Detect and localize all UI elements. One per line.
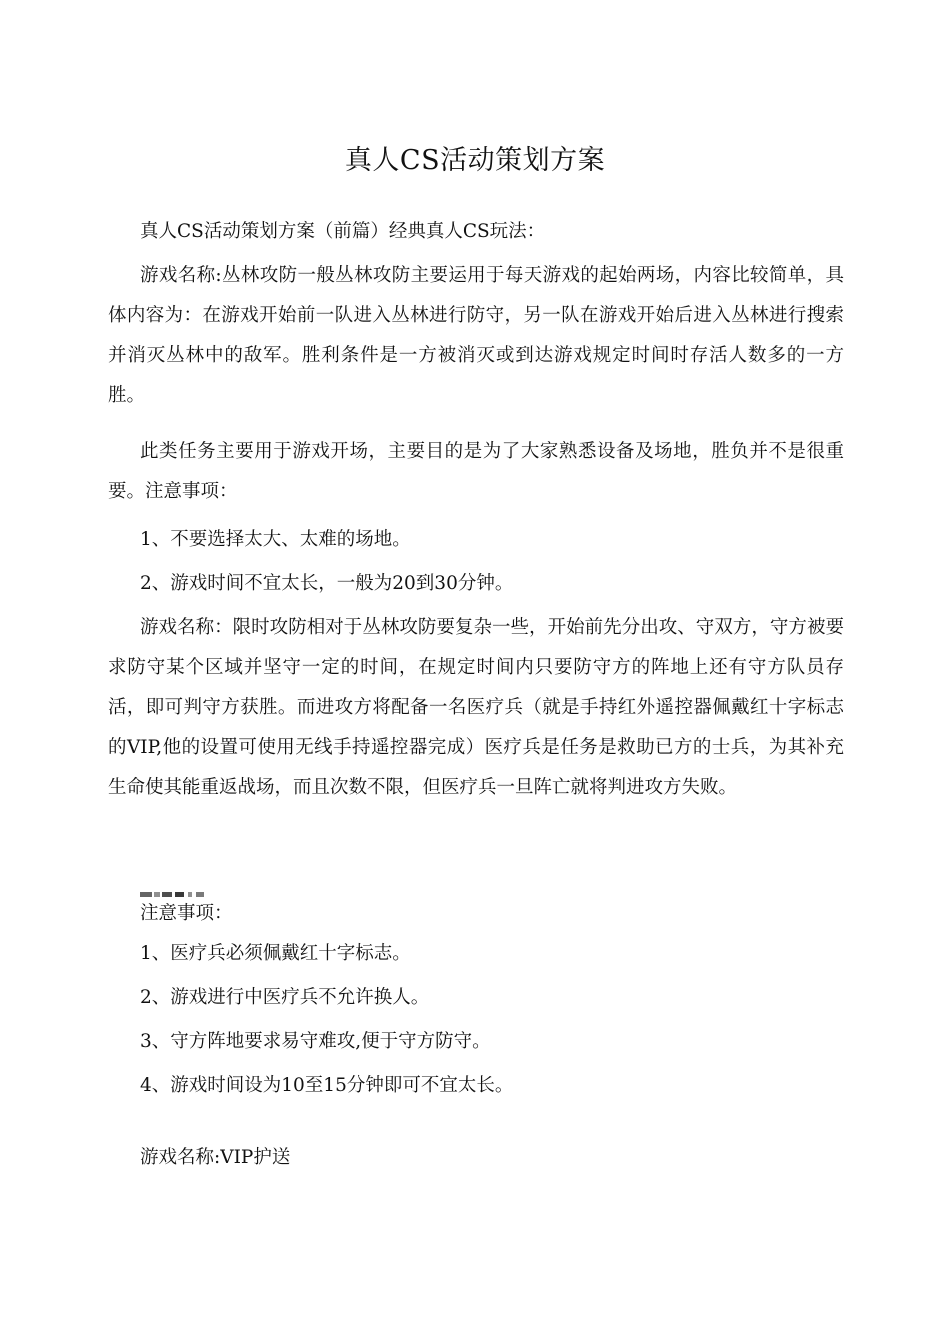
paragraph-medic-note-3: 3、守方阵地要求易守难攻,便于守方防守。 xyxy=(140,1031,491,1052)
paragraph-opening-purpose: 此类任务主要用于游戏开场，主要目的是为了大家熟悉设备及场地，胜负并不是很重要。注意事项： xyxy=(108,441,844,502)
paragraph-jungle-game: 游戏名称:丛林攻防一般丛林攻防主要运用于每天游戏的起始两场，内容比较简单，具体内容为：在游戏开始前一队进入丛林进行防守，另一队在游戏开始后进入丛林进行搜索并消灭丛林中的敌军。胜利条件是一方被消灭或到达游戏规定时间时存活人数多的一方胜。 xyxy=(108,265,844,406)
paragraph-vip-escort: 游戏名称:VIP护送 xyxy=(140,1147,291,1168)
paragraph-medic-note-2: 2、游戏进行中医疗兵不允许换人。 xyxy=(140,987,430,1008)
paragraph-timed-game: 游戏名称：限时攻防相对于丛林攻防要复杂一些，开始前先分出攻、守双方，守方被要求防守某个区域并坚守一定的时间，在规定时间内只要防守方的阵地上还有守方队员存活，即可判守方获胜。而进攻方将配备一名医疗兵（就是手持红外遥控器佩戴红十字标志的VIP,他的设置可使用无线手持遥控器完成）医疗兵是任务是救助已方的士兵，为其补充生命使其能重返战场，而且次数不限，但医疗兵一旦阵亡就将判进攻方失败。 xyxy=(108,617,844,798)
paragraph-note-2: 2、游戏时间不宜太长，一般为20到30分钟。 xyxy=(140,573,514,594)
paragraph-note-1: 1、不要选择太大、太难的场地。 xyxy=(140,529,411,550)
paragraph-medic-note-1: 1、医疗兵必须佩戴红十字标志。 xyxy=(140,943,411,964)
paragraph-intro: 真人CS活动策划方案（前篇）经典真人CS玩法： xyxy=(140,221,546,242)
paragraph-attention-heading: 注意事项： xyxy=(140,903,233,924)
paragraph-medic-note-4: 4、游戏时间设为10至15分钟即可不宜太长。 xyxy=(140,1075,514,1096)
document-title: 真人CS活动策划方案 xyxy=(344,145,606,176)
